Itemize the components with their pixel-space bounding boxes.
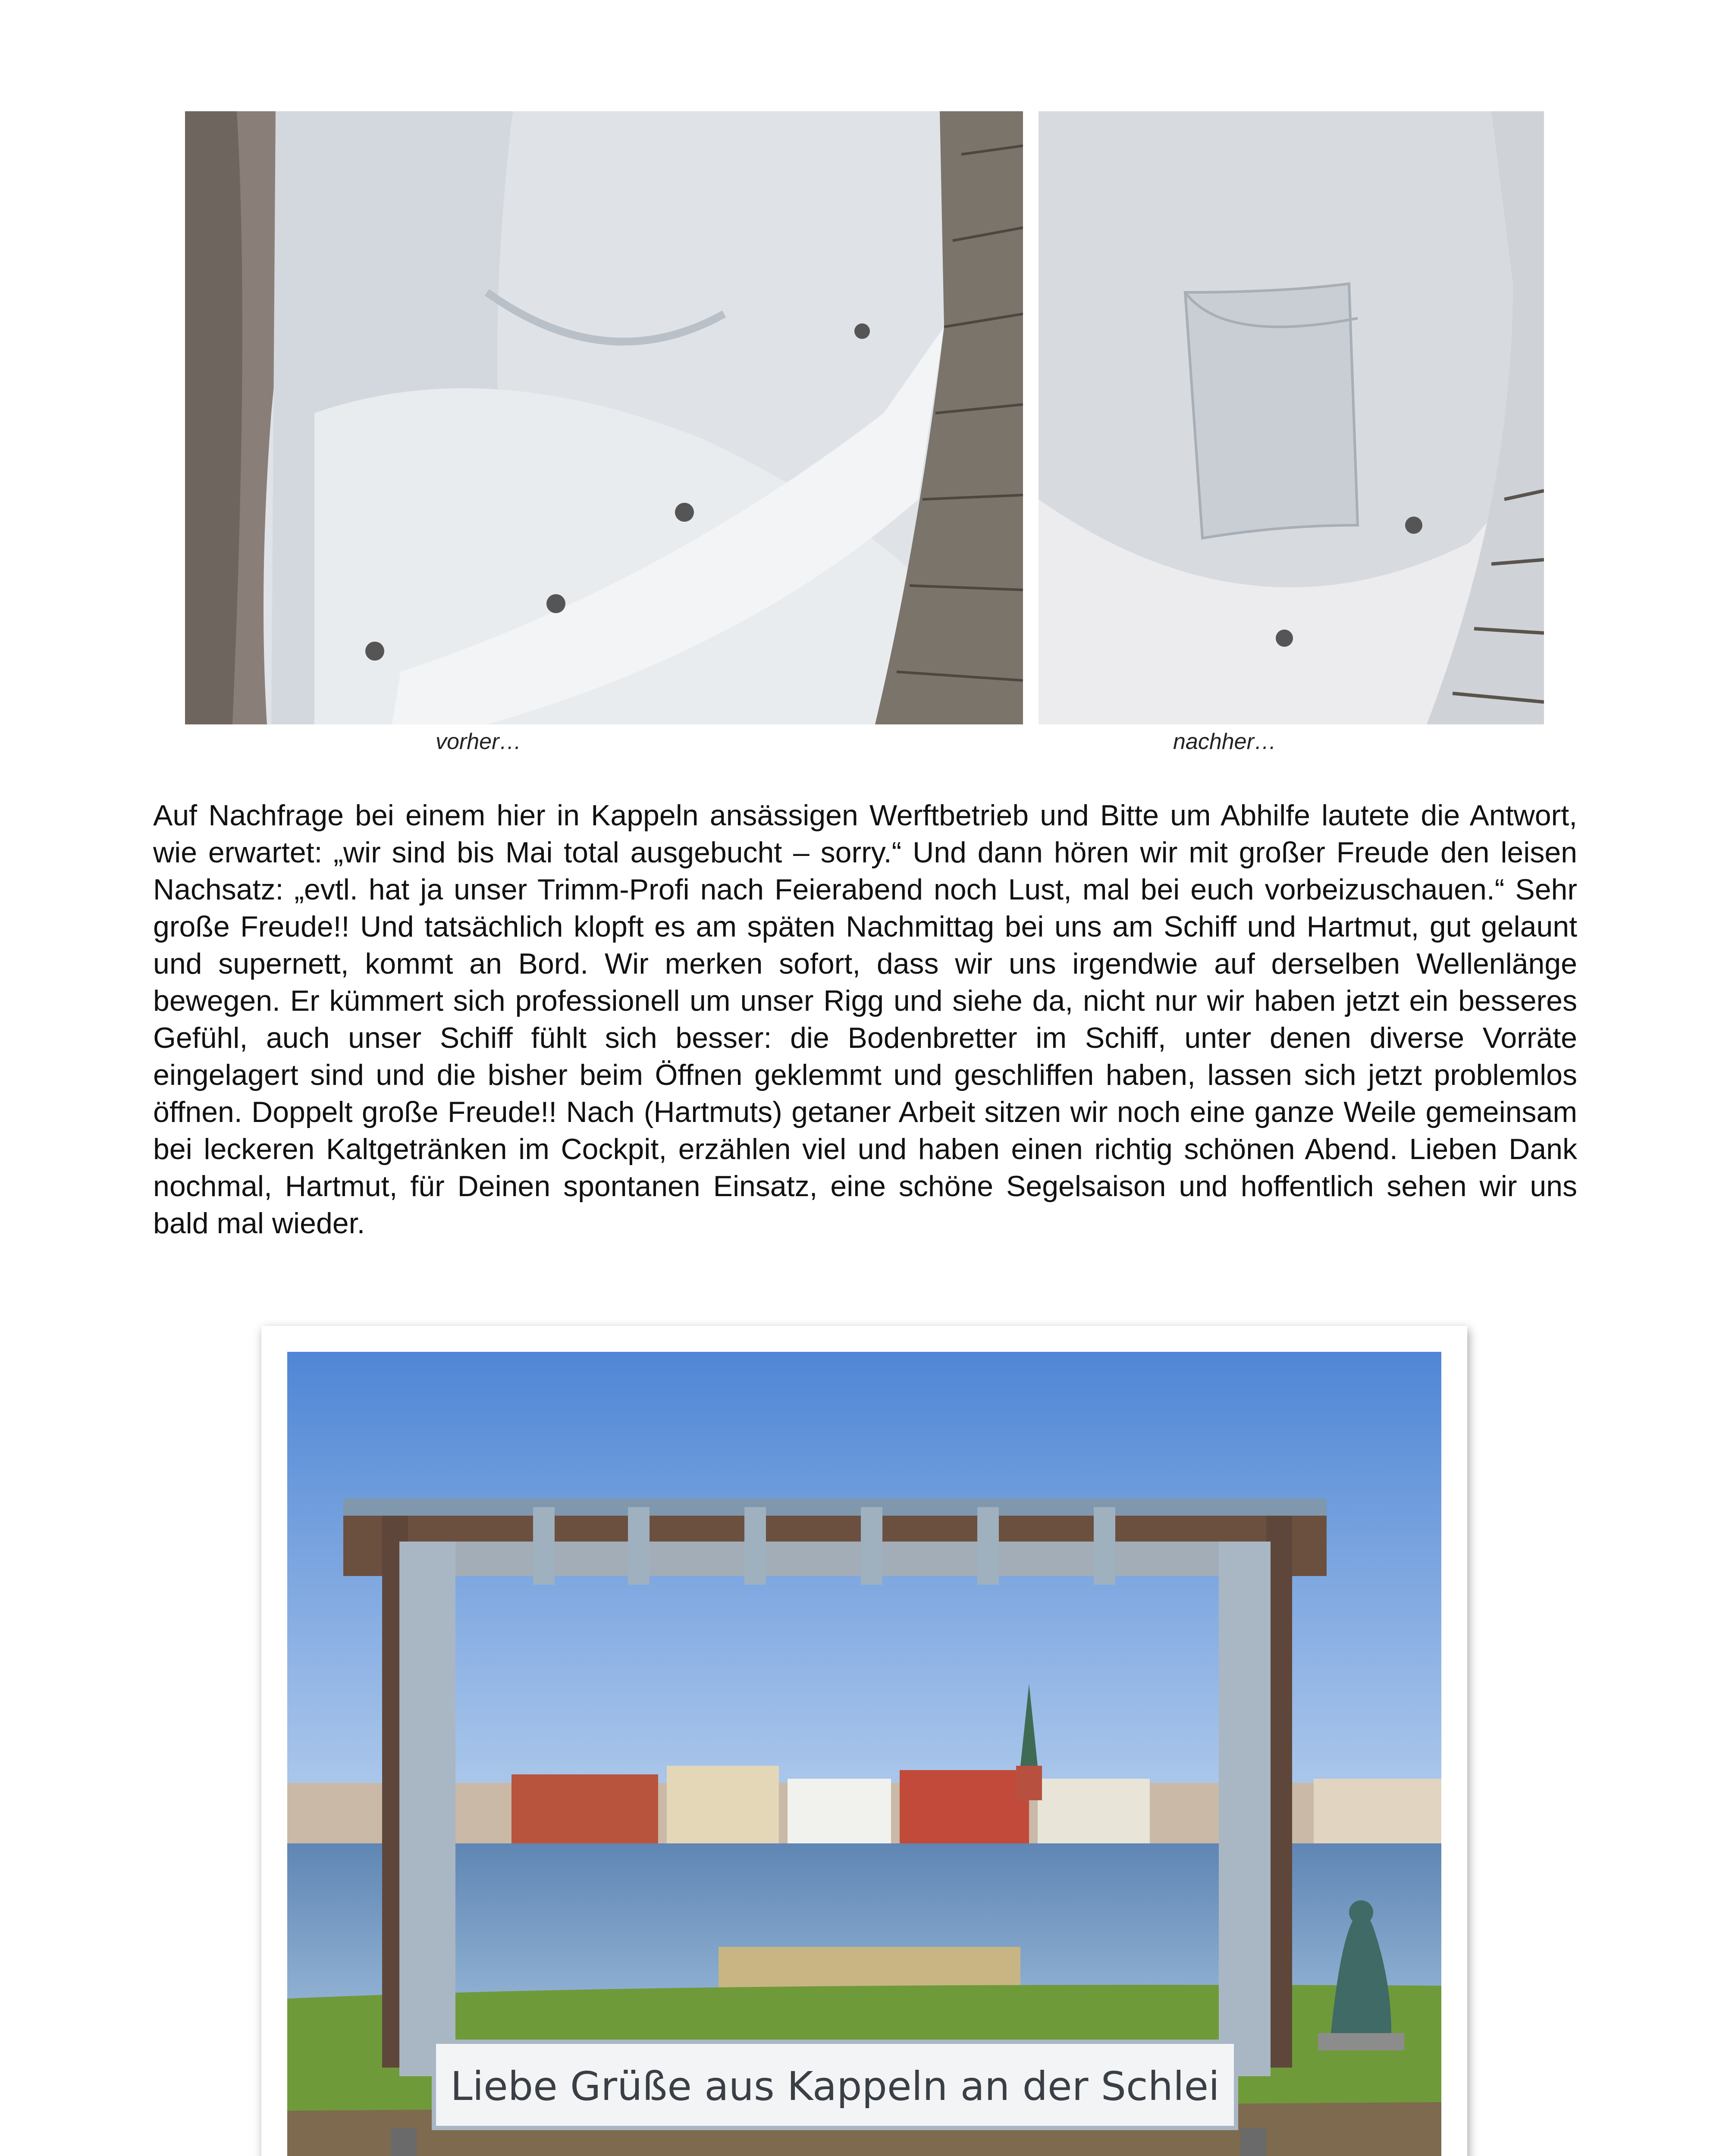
caption-after: nachher… xyxy=(1173,729,1277,754)
photo-before-cover xyxy=(185,111,1023,724)
postcard-photo xyxy=(287,1352,1441,2156)
caption-before: vorher… xyxy=(436,729,522,754)
photo-after-cover xyxy=(1039,111,1544,724)
body-text: Auf Nachfrage bei einem hier in Kappeln ansässigen Werftbetrieb und Bitte um Abhilfe lautete die Antwort, wie erwartet: „wir sind bis Mai total ausgebucht – sorry.“ Und dann hören wir mit großer Freude den leisen Nachsatz: „evtl. hat ja unser Trimm-Profi nach Feierabend noch Lust, mal bei euch vorbeizuschauen.“ Sehr große Freude!! Und tatsächlich klopft es am späten Nachmittag bei uns am Schiff und Hartmut, gut gelaunt und supernett, kommt an Bord. Wir merken sofort, dass wir uns irgendwie auf derselben Wellenlänge bewegen. Er kümmert sich professionell um unser Rigg und siehe da, nicht nur wir haben jetzt ein besseres Gefühl, auch unser Schiff fühlt sich besser: die Bodenbretter im Schiff, unter denen diverse Vorräte eingelagert sind und die bisher beim Öffnen geklemmt und geschliffen haben, lassen sich jetzt problemlos öffnen. Doppelt große Freude!! Nach (Hartmuts) getaner Arbeit sitzen wir noch eine ganze Weile gemeinsam bei leckeren Kaltgetränken im Cockpit, erzählen viel und haben einen richtig schönen Abend. Lieben Dank nochmal, Hartmut, für Deinen spontanen Einsatz, eine schöne Segelsaison und hoffentlich sehen wir uns bald mal wieder. xyxy=(153,799,1577,1240)
postcard-photo-frame xyxy=(261,1326,1467,2156)
postcard-sign-text: Liebe Grüße aus Kappeln an der Schlei xyxy=(450,2063,1220,2109)
